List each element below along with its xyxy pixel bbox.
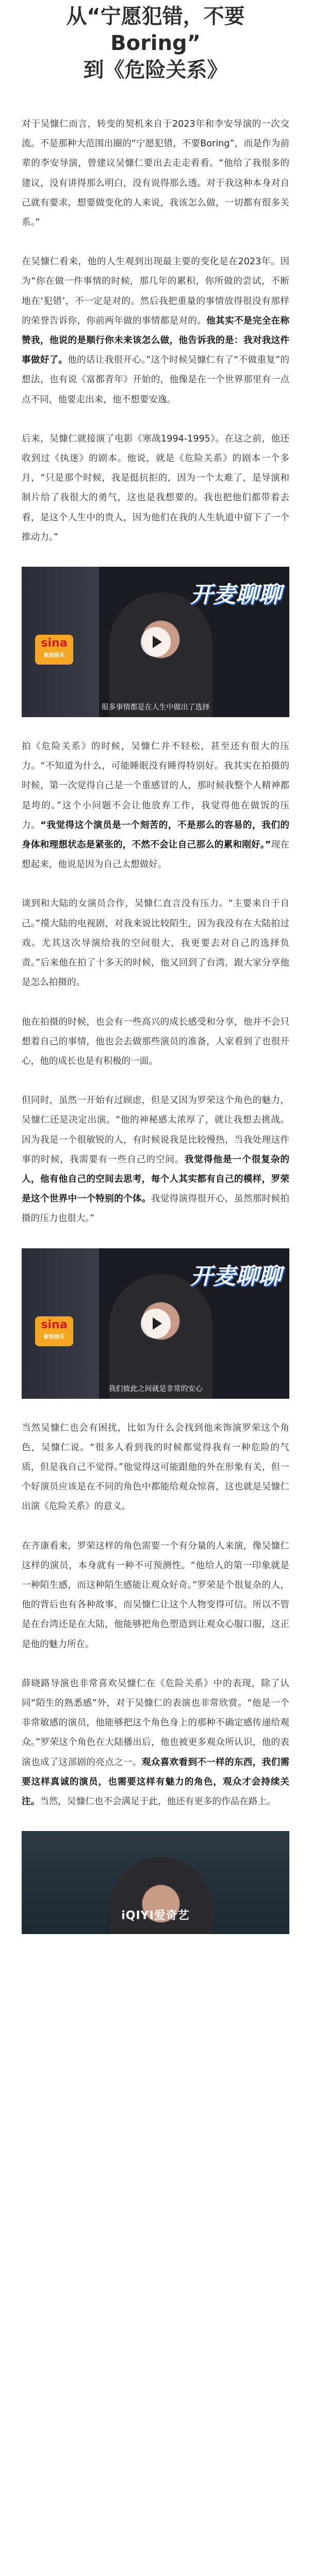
sina-logo (35, 1316, 73, 1346)
play-icon[interactable] (141, 1309, 171, 1338)
paragraph-mainland: 谈到和大陆的女演员合作，吴慷仁直言没有压力。“主要来自于自己。”摸大陆的电视剧，对我来说比较陌生，因为我没有在大陆拍过戏。尤其这次导演给我的空间很大，我更要去对自己的选择负责。”后来他在拍了十多天的时候，他又回到了台湾，跟大家分享他是怎么拍摄的。 (22, 899, 289, 988)
paragraph-director (22, 1674, 289, 1811)
play-icon[interactable] (141, 627, 171, 657)
paragraph-director-bold: 观众喜欢看到不一样的东西，我们需要这样真诚的演员，也需要这样有魅力的角色，观众才会持续关注。 (22, 1757, 289, 1807)
paragraph-director-text: 薛晓路导演也非常喜欢吴慷仁在《危险关系》中的表现，除了认同“陌生的熟悉感”外，对于吴慷仁的表演也非常欣赏。“他是一个非常敏感的演员，他能够把这个角色身上的那种不确定感传递给观众。”罗荣这个角色在大陆播出后，他也被更多观众所认识，他的表演也成了这部剧的亮点之一。 (22, 1678, 289, 1768)
video-player-1[interactable] (22, 567, 289, 717)
paragraph-change-bold: 他其实不是完全在称赞我，他说的是顺行你未来该怎么做，他告诉我的是：我对我这件事做好了。 (22, 315, 289, 366)
paragraph-role (22, 1091, 289, 1228)
iqiyi-logo: iQIYI爱奇艺 (121, 1909, 190, 1923)
video-player-2[interactable] (22, 1248, 289, 1399)
paragraph-role-text: 但同时，虽然一开始有过顾虑，但是又因为罗荣这个角色的魅力，吴慷仁还是决定出演。“他的神秘感太浓厚了，就让我想去挑战。因为我是一个很敏锐的人，有时候说我是比较慢热，当我处理这件事的时候，我需要有一些自己的空间。 (22, 1095, 289, 1165)
paragraph-intro: 对于吴慷仁而言，转变的契机来自于2023年和李安导演的一次交流。不是那种大范围出圈的“宁愿犯错，不要Boring”，而是作为前辈的李安导演，曾建议吴慷仁要出去走走看看。“他给了我很多的建议，没有讲得那么明白，没有说得那么透。对于我这种本身对自己就有要求，想要做变化的人来说，我该怎么做，一切都有很多关系。” (22, 119, 289, 228)
paragraph-change-tail: 他的话让我很开心。”这个时候吴慷仁有了“不做重复”的想法，也有说《富都青年》开始的，他像是在一个世界那里有一点点不同，他要走出来，他不想要安逸。 (22, 355, 289, 405)
sina-logo-sub: 新浪娱乐 (44, 653, 64, 659)
paragraph-confusion: 当然吴慷仁也会有困扰，比如为什么会找到他来饰演罗荣这个角色，吴慷仁说。“很多人看到我的时候都觉得我有一种危险的气质，但是我自己不觉得。”他觉得这可能跟他的外在形象有关，但一个好演员应该是在不同的角色中都能给观众惊喜，这也就是吴慷仁出演《危险关系》的意义。 (22, 1422, 289, 1512)
paragraph-role-bold: 我觉得他是一个很复杂的人，他有他自己的空间去思考，每个人其实都有自己的模样，罗荣是这个世界中一个特别的个体。 (22, 1154, 289, 1205)
paragraph-growth: 他在拍摄的时候，也会有一些高兴的成长感受和分享，他并不会只想着自己的事情，他也会去做那些演员的准备，人家看到了也很开心，他的成长也是有积极的一面。 (22, 1016, 289, 1066)
sina-logo-sub: 新浪娱乐 (44, 1334, 64, 1340)
sina-logo-text: sina (41, 1318, 68, 1331)
paragraph-pressure (22, 737, 289, 874)
paragraph-pressure-tail: 现在想起来，他说是因为自己太想做好。 (22, 840, 289, 870)
paragraph-qikang: 在齐康看来，罗荣这样的角色需要一个有分量的人来演，像吴慷仁这样的演员，本身就有一种不可预测性。“他给人的第一印象就是一种陌生感，而这种陌生感能让观众好奇。”罗荣是个很复杂的人，他的背后也有各种故事，而吴慷仁让这个人物变得可信。所以不管是在台湾还是在大陆，他能够把角色塑造到让观众心服口服，这正是他的魅力所在。 (22, 1540, 289, 1650)
paragraph-pressure-bold: “我觉得这个演员是一个刻苦的，不是那么的容易的，我们的身体和理想状态是紧张的，不然不会让自己那么的累和刚好。” (22, 820, 289, 851)
article-title (22, 0, 289, 83)
paragraph-pressure-text: 拍《危险关系》的时候，吴慷仁并不轻松，甚至还有很大的压力。“不知道为什么，可能睡眠没有睡得特别好。我其实在拍摄的时候，第一次觉得自己是一个重感冒的人，那时候我整个人精神都是垮的。”这个小问题不会让他放弃工作，我觉得他在做饭的压力。 (22, 741, 289, 831)
paragraph-film: 后来，吴慷仁就接演了电影《寒战1994-1995》。在这之前，他还收到过《执迷》的剧本。他说，就是《危险关系》的剧本一个多月，“只是那个时候，我是挺抗拒的，因为一个太难了，是导演和制片给了我很大的勇气，这也是我想要的。我也把他们都带着去看，是这个人生中的贵人，因为他们在我的人生轨道中留下了一个推动力。” (22, 433, 289, 543)
title-line-2: 到《危险关系》 (83, 58, 228, 82)
video-caption: 很多事情都是在人生中做出了选择 (101, 703, 210, 712)
paragraph-change-text: 在吴慷仁看来，他的人生观到出现最主要的变化是在2023年。因为“你在做一件事情的时候，那几年的累积，你所做的尝试，不断地在‘犯错’，不一定是对的。然后我把重量的事情放得很没有那样的荣誉告诉你，你前两年做的事情都是对的。 (22, 257, 289, 326)
sina-logo (35, 635, 73, 665)
video-banner: 开麦聊聊 (190, 1263, 281, 1290)
video-banner: 开麦聊聊 (190, 582, 281, 608)
title-line-1: 从“宁愿犯错，不要Boring” (66, 5, 245, 55)
paragraph-director-tail: 当然，吴慷仁也不会满足于此，他还有更多的作品在路上。 (40, 1796, 276, 1807)
paragraph-change (22, 252, 289, 410)
sina-logo-text: sina (41, 637, 68, 650)
video-caption: 我们彼此之间就是非常的安心 (108, 1384, 203, 1393)
paragraph-role-tail: 我觉得演得很开心，虽然那时候拍摄的压力也很大。” (22, 1194, 289, 1224)
video-player-3[interactable] (22, 1831, 289, 1934)
